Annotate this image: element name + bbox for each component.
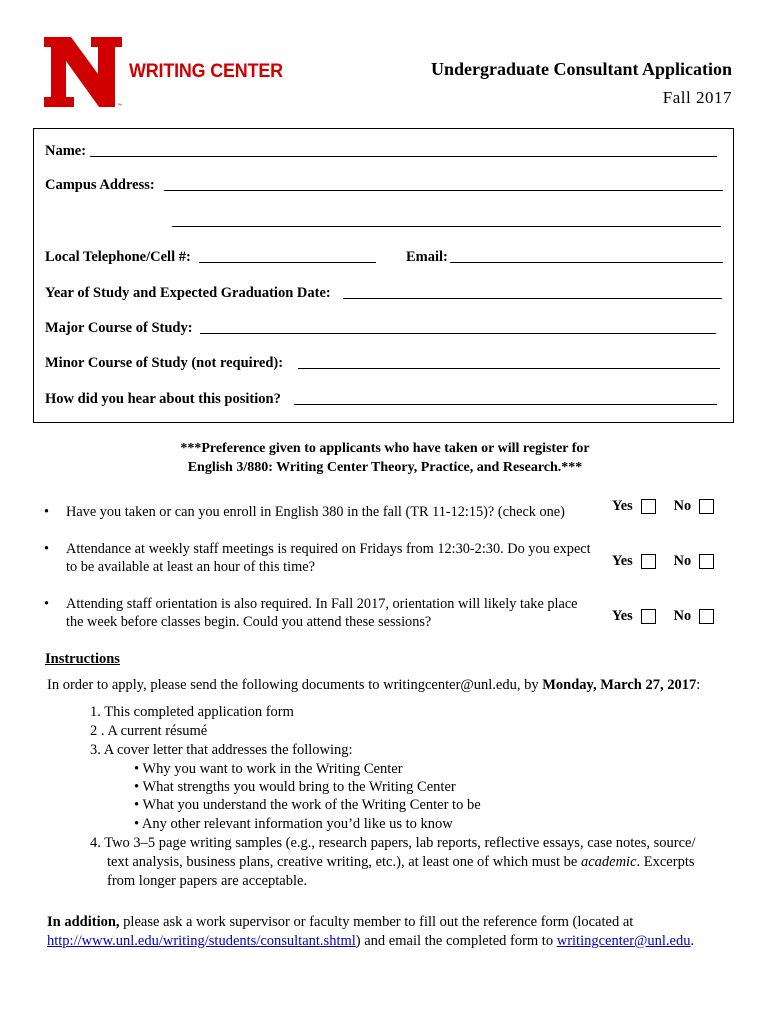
no-label: No — [673, 553, 692, 569]
sub-list-item: • Why you want to work in the Writing Center — [134, 761, 403, 777]
addition-text: please ask a work supervisor or faculty member to fill out the reference form (located at — [119, 914, 634, 930]
bullet-icon: • — [44, 504, 50, 520]
sub-list-item: • What you understand the work of the Writing Center to be — [134, 797, 481, 813]
phone-field[interactable] — [199, 262, 376, 263]
no-checkbox[interactable] — [699, 554, 714, 569]
question-1-options — [612, 498, 714, 515]
svg-text:™: ™ — [117, 103, 122, 108]
graduation-label: Year of Study and Expected Graduation Date: — [45, 285, 331, 301]
instructions-heading: Instructions — [45, 651, 120, 667]
instructions-intro — [47, 677, 700, 694]
question-text: Attending staff orientation is also required. In Fall 2017, orientation will likely take place the week before classes begin. Could you attend these sessions? — [66, 596, 578, 630]
no-label: No — [673, 498, 692, 514]
email-field[interactable] — [450, 262, 723, 263]
addition-mid-text: ) and email the completed form to — [355, 933, 557, 949]
yes-label: Yes — [612, 498, 633, 514]
question-3-options — [612, 608, 714, 625]
sub-list-item: • Any other relevant information you’d like us to know — [134, 816, 453, 832]
email-link[interactable]: writingcenter@unl.edu — [556, 933, 691, 949]
bullet-icon: • — [44, 541, 50, 557]
graduation-field[interactable] — [343, 298, 722, 299]
preference-note — [0, 439, 770, 477]
list-item: 4. Two 3–5 page writing samples (e.g., research papers, lab reports, reflective essays, case notes, source/ — [90, 835, 696, 851]
list-item: 2 . A current résumé — [90, 723, 208, 739]
major-label: Major Course of Study: — [45, 320, 193, 336]
campus-address-field-line2[interactable] — [172, 226, 721, 227]
addition-end: . — [690, 933, 695, 949]
major-field[interactable] — [200, 333, 716, 334]
list-item: 1. This completed application form — [90, 704, 294, 720]
intro-end: : — [696, 677, 701, 693]
term-label: Fall 2017 — [662, 88, 732, 107]
preference-line-1: ***Preference given to applicants who have taken or will register for — [180, 441, 590, 456]
hear-about-field[interactable] — [294, 404, 717, 405]
yes-label: Yes — [612, 553, 633, 569]
bullet-icon: • — [44, 596, 50, 612]
name-field[interactable] — [90, 156, 717, 157]
list-item: 3. A cover letter that addresses the following: — [90, 742, 353, 758]
name-label: Name: — [45, 143, 87, 159]
item4-text: text analysis, business plans, creative writing, etc.), at least one of which must be — [107, 854, 581, 870]
campus-address-field[interactable] — [164, 190, 723, 191]
question-2-options — [612, 553, 714, 570]
minor-field[interactable] — [298, 368, 720, 369]
hear-about-label: How did you hear about this position? — [45, 391, 281, 407]
yes-checkbox[interactable] — [641, 554, 656, 569]
campus-address-label: Campus Address: — [45, 177, 155, 193]
academic-emphasis: academic — [580, 854, 637, 870]
applicant-info-box — [33, 128, 734, 423]
no-checkbox[interactable] — [699, 499, 714, 514]
deadline: Monday, March 27, 2017 — [542, 677, 697, 693]
question-text: Have you taken or can you enroll in English 380 in the fall (TR 11-12:15)? (check one) — [66, 504, 565, 520]
reference-form-link[interactable]: http://www.unl.edu/writing/students/consultant.shtml — [47, 933, 356, 949]
question-text: Attendance at weekly staff meetings is required on Fridays from 12:30-2:30. Do you expect to be available at least an hour of this time? — [66, 541, 591, 575]
phone-label: Local Telephone/Cell #: — [45, 249, 191, 265]
no-label: No — [673, 608, 692, 624]
page-title: Undergraduate Consultant Application — [430, 59, 732, 79]
yes-label: Yes — [612, 608, 633, 624]
writing-center-logo-text: WRITING CENTER — [129, 60, 283, 82]
no-checkbox[interactable] — [699, 609, 714, 624]
item4-text-end: . Excerpts — [636, 854, 695, 870]
minor-label: Minor Course of Study (not required): — [45, 355, 284, 371]
list-item-continued: from longer papers are acceptable. — [107, 873, 308, 889]
addition-paragraph-line1 — [47, 914, 633, 931]
email-label: Email: — [406, 249, 448, 265]
yes-checkbox[interactable] — [641, 499, 656, 514]
addition-lead: In addition, — [47, 914, 120, 930]
yes-checkbox[interactable] — [641, 609, 656, 624]
addition-paragraph-line2 — [47, 933, 694, 950]
sub-list-item: • What strengths you would bring to the Writing Center — [134, 779, 456, 795]
intro-text: In order to apply, please send the following documents to writingcenter@unl.edu, by — [47, 677, 543, 693]
unl-n-logo — [43, 36, 123, 108]
list-item-continued — [107, 854, 695, 871]
preference-line-2: English 3/880: Writing Center Theory, Practice, and Research.*** — [187, 460, 583, 475]
